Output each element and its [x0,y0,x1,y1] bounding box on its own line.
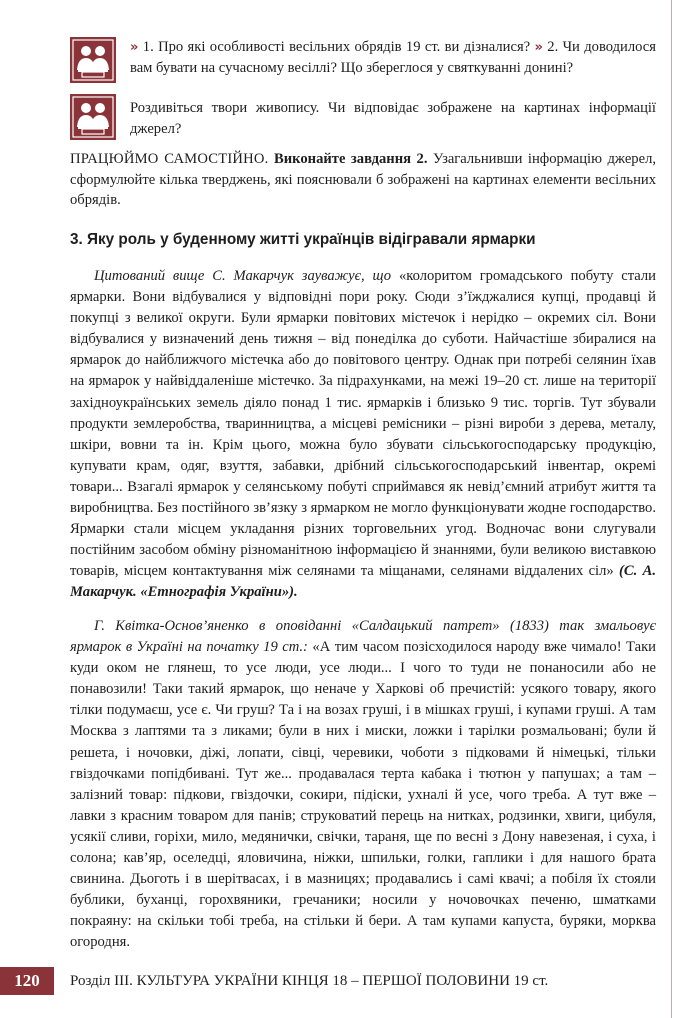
question-marker-icon: » [534,40,543,55]
independent-work-title: ПРАЦЮЙМО САМОСТІЙНО. [70,151,269,167]
paragraph-1-intro: Цитований вище С. Макарчук зауважує, що [94,268,392,284]
discussion-icon [70,94,116,140]
task-2-text: Роздивіться твори живопису. Чи відповідає зображене на картинах інформації джерел? [130,100,656,137]
independent-work-text: Узагальнивши інформацію джерел, сформулюйте кілька тверджень, які пояснювали б зображені на картинах елементи весільних обрядів. [70,151,657,208]
discussion-icon-svg [70,37,116,83]
question-marker-icon: » [130,40,139,55]
discussion-icon [70,37,116,83]
independent-work-task: Виконайте завдання 2. [274,151,428,167]
task-block-1 [70,37,656,83]
paragraph-2-quote: «А тим часом позісходилося народу вже чимало! Таки куди оком не глянеш, то усе люди, усе люди... І чого то туди не понаносили або не понавозили! Таки такий ярмарок, що неначе у Харкові об пречистій: усякого товару, якого тілки подумаєш, усе є. Чи груш? Та і на возах груші, і в мішках груші, і купами груші. А там Москва з лаптями та з ликами; були в них і миски, ложки і тарілки розмальовані; були й решета, і ночовки, діжі, лопати, сівці, черевики, чоботи з підковами й німецькі, тільки гвіздочками попідбивані. Тут же... продавалася терта кабака і тютюн у папушах; а там – залізний товар: підкови, гвіздочки, сокири, підіски, ухналі й усе, чого треба. А тут вже – лавки з красним товаром для панів; струковатий перець на нитках, родзинки, хвиги, цибуля, усякії сливи, горіхи, мило, медянички, свічки, тараня, ще по весні з Дону навезеная, і суха, і солона; кав’яр, оселедці, яловичина, ніжки, шпильки, голки, гаплики і для нашого брата свинина. Дьоготь і в шерітвасах, і в мазницях; продавались і самі квачі; а побіля їх стояли бублики, буханці, горохвяники, гречаники; носили у ночовочках печеню, шматками покраяну: на скільки тобі треба, на стільки й бери. А там купами капуста, буряки, морква огородня. [70,639,656,951]
task-block-2 [70,94,656,140]
task-1-text [130,37,656,79]
section-heading: 3. Яку роль у буденному житті українців відігравали ярмарки [70,231,536,248]
discussion-icon-svg [70,94,116,140]
question-2: 2. Чи доводилося вам бувати на сучасному весіллі? Що збереглося у святкуванні донині? [130,39,656,76]
paragraph-2-intro: Г. Квітка-Основ’яненко в оповіданні «Салдацький патрет» (1833) так змальовує ярмарок в Україні на початку 19 ст.: [70,618,656,656]
paragraph-1-citation: (С. А. Макарчук. «Етнографія України»). [70,563,657,601]
independent-work-block [70,149,656,211]
page-edge-line [671,0,672,1018]
question-1: 1. Про які особливості весільних обрядів 19 ст. ви дізналися? [142,39,531,55]
paragraph-kvitka [70,616,656,954]
page-number: 120 [0,967,54,995]
paragraph-1-quote: «колоритом громадського побуту стали ярмарки. Вони відбувалися у відповідні пори року. Сюди з’їжджалися купці, продавці й покупці з великої округи. Були ярмарки повітових містечок і нерідко – окремих сіл. Вони відбувалися у визначений день тижня – від понеділка до суботи. Найчастіше збиралися на ярмарок до найближчого містечка або до повітового центру. Однак при потребі селянин їхав на ярмарок у найвіддаленіше містечко. За підрахунками, на межі 19–20 ст. лише на території західноукраїнських земель діяло понад 1 тис. ярмарків і близько 9 тис. торгів. Тут збували продукти землеробства, тваринництва, а місцеві ремісники – різні вироби з дерева, металу, шкіри, вовни та ін. Крім цього, можна було збувати сільськогосподарську продукцію, купувати крам, одяг, взуття, забавки, дрібний сільськогосподарський інвентар, окремі товари... Взагалі ярмарок у селянському побуті сприймався як невід’ємний атрибут життя та виробництва. Без постійного зв’язку з ярмарком не могло функціонувати жодне господарство. Ярмарки стали місцем укладання різних торговельних угод. Водночас вони слугували постійним засобом обміну різноманітною інформацією й знаннями, були великою виставкою товарів, місцем контактування між селянами та міщанами, селянами віддалених сіл» [70,268,656,580]
chapter-title: Розділ ІІІ. КУЛЬТУРА УКРАЇНИ КІНЦЯ 18 – ПЕРШОЇ ПОЛОВИНИ 19 ст. [70,973,549,989]
paragraph-makarchuk [70,266,656,604]
